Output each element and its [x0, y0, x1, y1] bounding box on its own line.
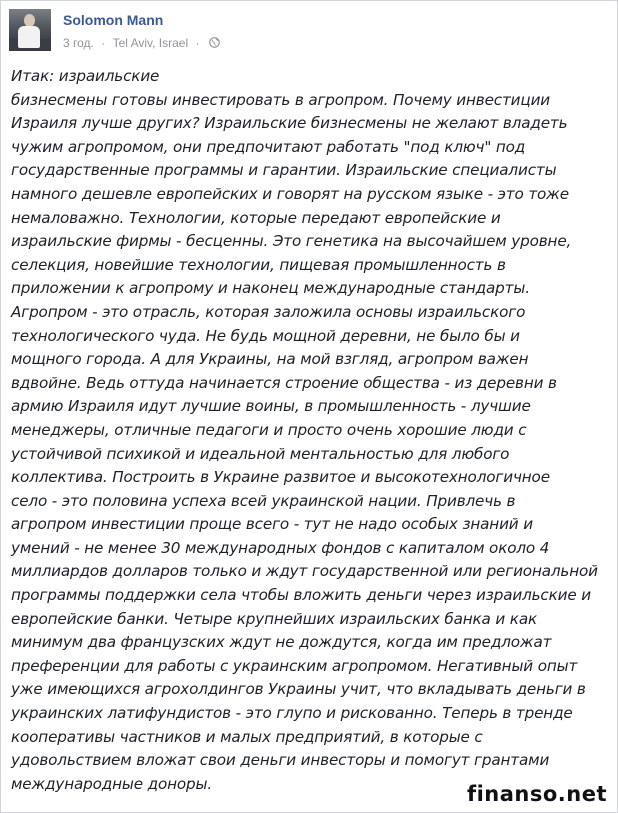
post-header — [7, 7, 607, 55]
post-text-line: минимум два французских ждут не дождутся, когда им предложат — [11, 633, 552, 652]
post-text-line: Израиля лучше других? Израильские бизнесмены не желают владеть — [11, 114, 568, 133]
post-text-line: международные доноры. — [11, 774, 213, 793]
post-text-line: программы поддержки села чтобы вложить деньги через израильские и — [11, 586, 591, 605]
post-text-line: Агропром - это отрасль, которая заложила основы израильского — [11, 302, 526, 321]
post-text-line: агропром инвестиции проще всего - тут не надо особых знаний и — [11, 515, 533, 534]
post-text-line: менеджеры, отличные педагоги и просто очень хорошие люди с — [11, 420, 527, 439]
post-text-line: украинских латифундистов - это глупо и рискованно. Теперь в тренде — [11, 704, 573, 723]
post-text-line: село - это половина успеха всей украинской нации. Привлечь в — [11, 491, 516, 510]
post-text-line: немаловажно. Технологии, которые передают европейские и — [11, 208, 501, 227]
post-text-line: Итак: израильские — [11, 67, 160, 85]
post-text-line: израильские фирмы - бесценны. Это генетика на высочайшем уровне, — [11, 232, 572, 251]
post-text-line: селекция, новейшие технологии, пищевая промышленность в — [11, 255, 506, 274]
author-name[interactable]: Solomon Mann — [63, 12, 164, 28]
post-text-line: кооперативы частников и малых предприятий, в которые с — [11, 727, 483, 746]
post-text-line: устойчивой психикой и идеальной ментальностью для любого — [11, 444, 510, 463]
post-text-line: государственные программы и гарантии. Израильские специалисты — [11, 161, 557, 180]
post-text-line: удовольствием вложат свои деньги инвесторы и помогут грантами — [11, 751, 550, 770]
post-text-line: уже имеющихся агрохолдингов Украины учит, что вкладывать деньги в — [11, 680, 586, 699]
watermark-text: finanso.net — [466, 782, 607, 806]
post-text-line: чужим агропромом, они предпочитают работать "под ключ" под — [11, 137, 526, 156]
post-text-line: армию Израиля идут лучшие воины, в промышленность - лучшие — [11, 397, 531, 416]
post-meta — [63, 35, 220, 50]
post-text-line: коллектива. Построить в Украине развитое и высокотехнологичное — [11, 468, 550, 487]
globe-icon[interactable] — [209, 37, 220, 48]
post-body — [11, 65, 611, 796]
post-text-line: европейские банки. Четыре крупнейших израильских банка и как — [11, 609, 537, 628]
avatar-shirt — [18, 26, 40, 48]
post-text-line: миллиардов долларов только и ждут государственной или региональной — [11, 562, 598, 581]
post-text-line: умений - не менее 30 международных фондов с капиталом около 4 — [11, 538, 550, 557]
avatar[interactable] — [9, 9, 51, 51]
post-text-line: технологического чуда. Не будь мощной деревни, не было бы и — [11, 326, 520, 345]
post-text-line: преференции для работы с украинским агропромом. Негативный опыт — [11, 656, 578, 675]
post-text-line: мощного города. А для Украины, на мой взгляд, агропром важен — [11, 350, 529, 369]
post-text-line: вдвойне. Ведь оттуда начинается строение общества - из деревни в — [11, 373, 557, 392]
post-timestamp[interactable]: 3 год. — [63, 35, 94, 50]
post-text-line: приложении к агропрому и наконец международные стандарты. — [11, 279, 530, 298]
post-location[interactable]: Tel Aviv, Israel — [112, 35, 189, 50]
post-text-line: бизнесмены готовы инвестировать в агропром. Почему инвестиции — [11, 90, 551, 109]
post-text-line: намного дешевле европейских и говорят на русском языке - это тоже — [11, 184, 569, 203]
meta-separator-1: · — [101, 35, 106, 50]
meta-separator-2: · — [195, 35, 200, 50]
